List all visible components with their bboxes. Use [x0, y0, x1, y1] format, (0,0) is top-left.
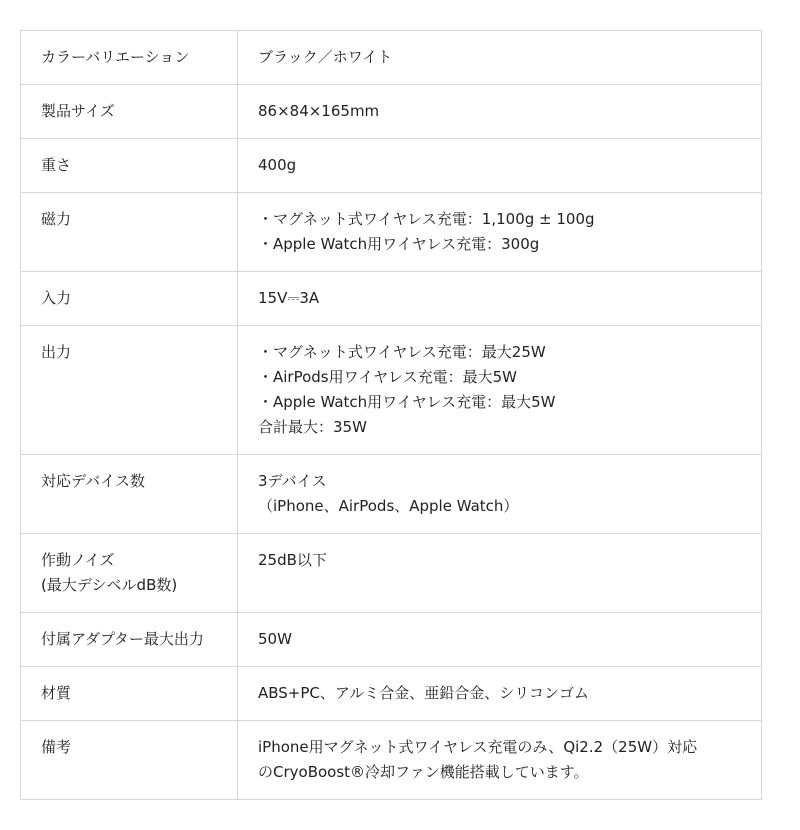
spec-row-notes: [21, 721, 762, 800]
spec-value: ABS+PC、アルミ合金、亜鉛合金、シリコンゴム: [238, 667, 762, 721]
spec-label: 磁力: [21, 193, 238, 272]
spec-row-input: [21, 272, 762, 326]
spec-label: 備考: [21, 721, 238, 800]
spec-row-output: [21, 326, 762, 455]
spec-row-device-count: [21, 455, 762, 534]
spec-row-adapter-output: [21, 613, 762, 667]
spec-label: 材質: [21, 667, 238, 721]
spec-row-size: [21, 85, 762, 139]
spec-label: 重さ: [21, 139, 238, 193]
spec-label: 付属アダプター最大出力: [21, 613, 238, 667]
spec-value: 3デバイス （iPhone、AirPods、Apple Watch）: [238, 455, 762, 534]
spec-value: 25dB以下: [238, 534, 762, 613]
spec-value: ブラック／ホワイト: [238, 31, 762, 85]
spec-value: iPhone用マグネット式ワイヤレス充電のみ、Qi2.2（25W）対応 のCryoBoost®冷却ファン機能搭載しています。: [238, 721, 762, 800]
spec-table: [20, 30, 762, 800]
spec-value: 50W: [238, 613, 762, 667]
spec-label: 製品サイズ: [21, 85, 238, 139]
spec-label: 出力: [21, 326, 238, 455]
spec-row-color: [21, 31, 762, 85]
spec-label: カラーバリエーション: [21, 31, 238, 85]
spec-label: 入力: [21, 272, 238, 326]
spec-value: 86×84×165mm: [238, 85, 762, 139]
spec-value: ・マグネット式ワイヤレス充電：最大25W ・AirPods用ワイヤレス充電：最大5W ・Apple Watch用ワイヤレス充電：最大5W 合計最大：35W: [238, 326, 762, 455]
spec-row-material: [21, 667, 762, 721]
spec-row-weight: [21, 139, 762, 193]
spec-label: 対応デバイス数: [21, 455, 238, 534]
spec-value: 400g: [238, 139, 762, 193]
spec-value: ・マグネット式ワイヤレス充電：1,100g ± 100g ・Apple Watch用ワイヤレス充電：300g: [238, 193, 762, 272]
spec-row-magnetic-force: [21, 193, 762, 272]
spec-value: 15V⎓3A: [238, 272, 762, 326]
spec-row-noise: [21, 534, 762, 613]
spec-label: 作動ノイズ (最大デシベルdB数): [21, 534, 238, 613]
